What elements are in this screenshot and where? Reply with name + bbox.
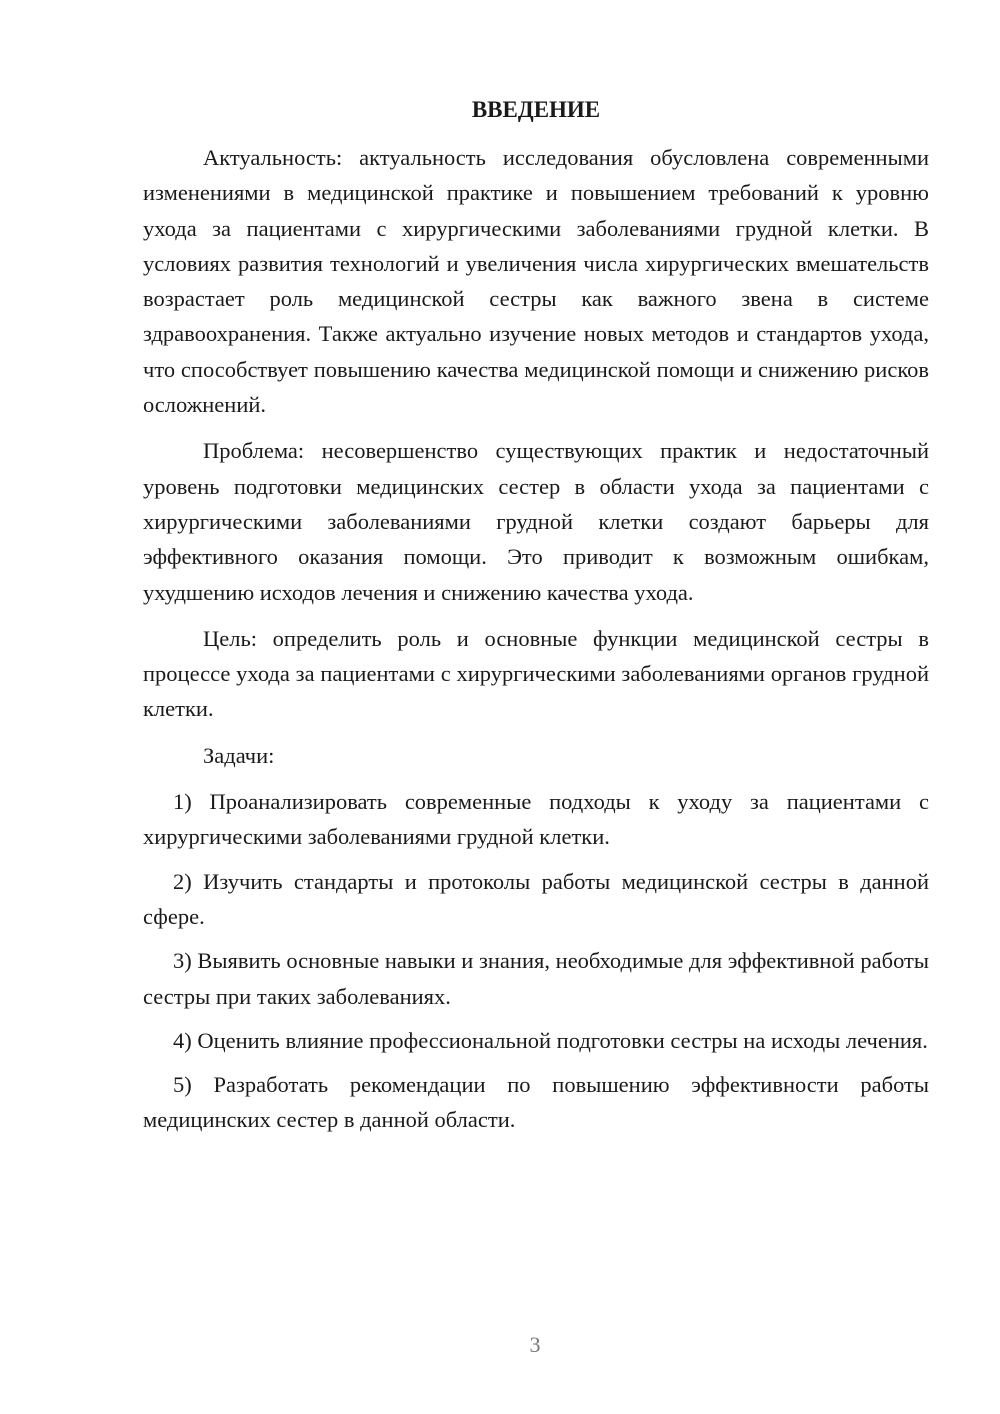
task-item: 4) Оценить влияние профессиональной подготовки сестры на исходы лечения. [173,1027,928,1053]
section-heading: ВВЕДЕНИЕ [471,97,601,122]
goal-paragraph: Цель: определить роль и основные функции медицинской сестры в процессе ухода за пациентами с хирургическими заболеваниями органов грудной клетки. [143,625,929,722]
problem-paragraph: Проблема: несовершенство существующих практик и недостаточный уровень подготовки медицинских сестер в области ухода за пациентами с хирургическими заболеваниями грудной клетки создают барьеры для эффективного оказания помощи. Это приводит к возможным ошибкам, ухудшению исходов лечения и снижению качества ухода. [143,438,929,605]
tasks-label: Задачи: [203,742,275,768]
document-page [143,92,929,1147]
task-item: 5) Разработать рекомендации по повышению эффективности работы медицинских сестер в данной области. [143,1072,929,1133]
page-number: 3 [529,1332,541,1357]
task-item: 2) Изучить стандарты и протоколы работы медицинской сестры в данной сфере. [143,868,929,929]
task-item: 3) Выявить основные навыки и знания, необходимые для эффективной работы сестры при таких заболеваниях. [143,948,929,1009]
task-item: 1) Проанализировать современные подходы к уходу за пациентами с хирургическими заболеваниями грудной клетки. [143,789,929,850]
relevance-paragraph: Актуальность: актуальность исследования обусловлена современными изменениями в медицинской практике и повышением требований к уровню ухода за пациентами с хирургическими заболеваниями грудной клетки. В условиях развития технологий и увеличения числа хирургических вмешательств возрастает роль медицинской сестры как важного звена в системе здравоохранения. Также актуально изучение новых методов и стандартов ухода, что способствует повышению качества медицинской помощи и снижению рисков осложнений. [143,145,929,418]
